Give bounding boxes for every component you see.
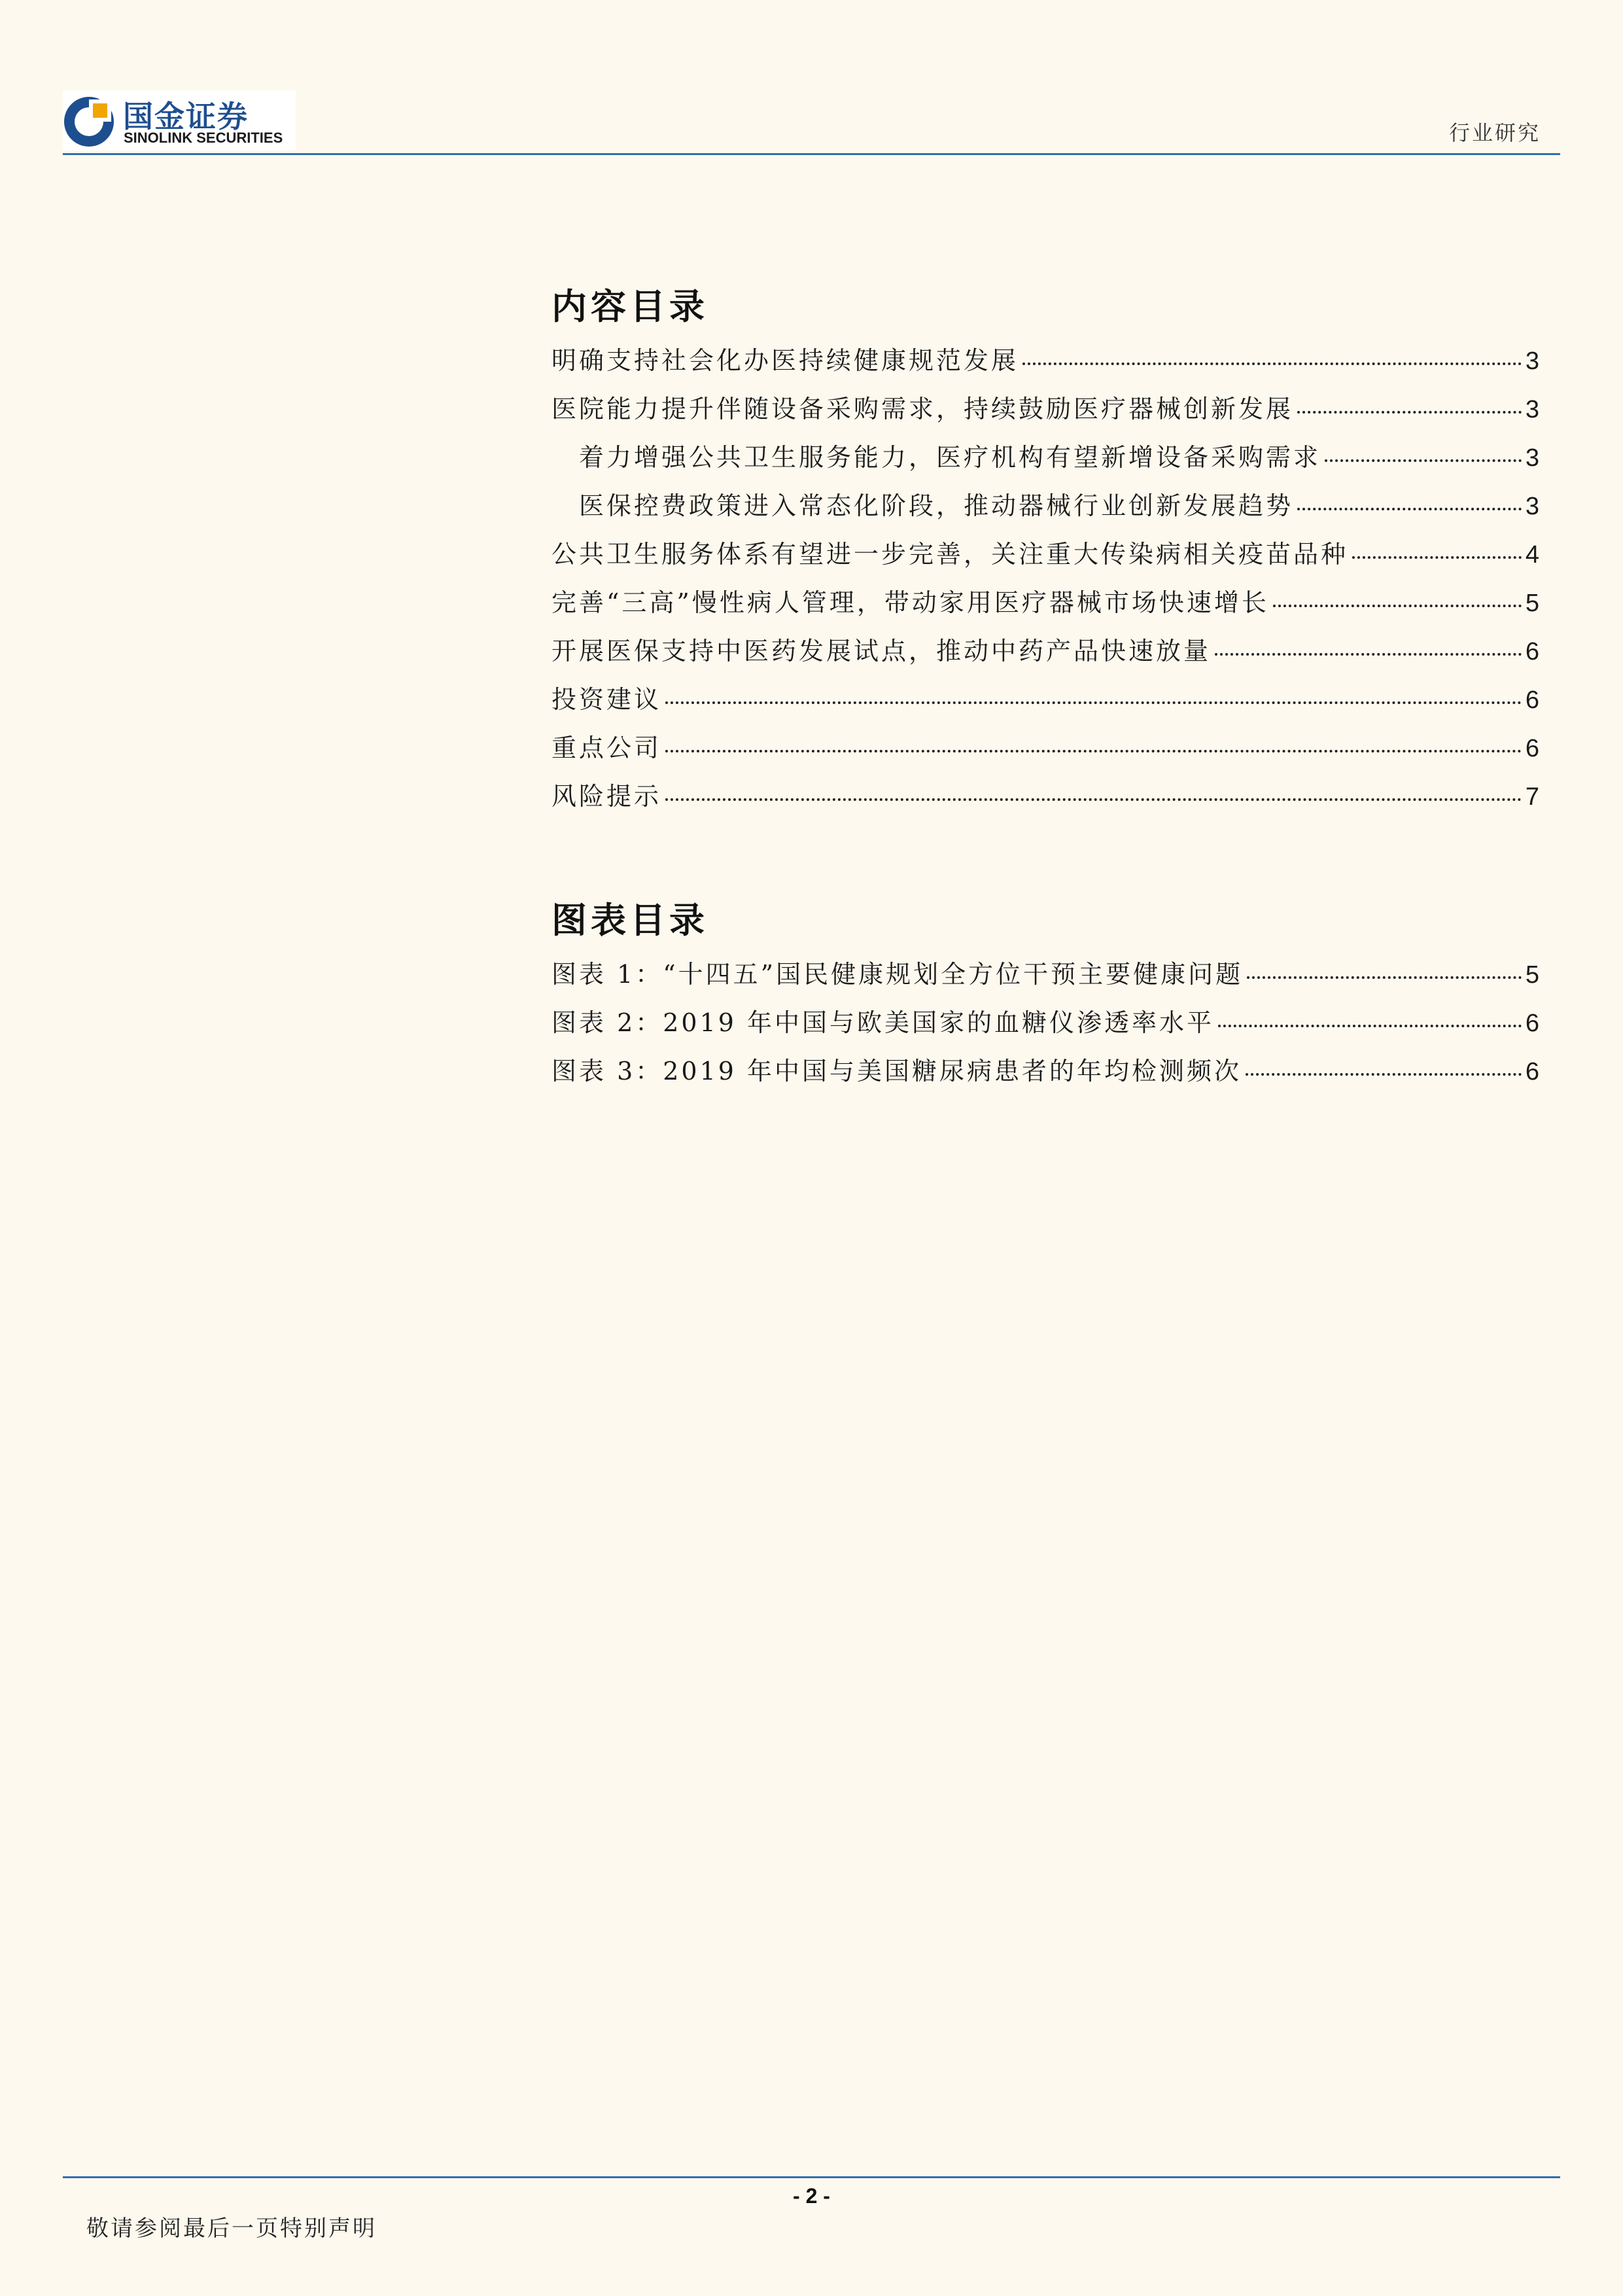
contents-entry-page: 7	[1525, 783, 1539, 811]
sinolink-logo-icon	[63, 96, 115, 148]
figures-entry[interactable]	[551, 1051, 1539, 1099]
contents-list	[551, 340, 1539, 824]
figures-entry-title: 图表 1：“十四五”国民健康规划全方位干预主要健康问题	[551, 960, 1244, 989]
contents-entry-title: 重点公司	[551, 733, 662, 762]
contents-entry-page: 6	[1525, 638, 1539, 665]
page-number: - 2 -	[793, 2184, 830, 2208]
dot-leader	[1273, 605, 1522, 607]
company-logo	[63, 90, 296, 150]
contents-entry[interactable]	[551, 486, 1539, 534]
figures-entry-page: 6	[1525, 1010, 1539, 1037]
figures-entry-title: 图表 3：2019 年中国与美国糖尿病患者的年均检测频次	[551, 1057, 1242, 1086]
contents-entry-title: 着力增强公共卫生服务能力，医疗机构有望新增设备采购需求	[579, 443, 1321, 472]
figures-entry[interactable]	[551, 954, 1539, 1002]
contents-entry[interactable]	[551, 631, 1539, 679]
dot-leader	[1246, 1073, 1522, 1076]
figures-entry-page: 5	[1525, 961, 1539, 989]
figures-entry-title: 图表 2：2019 年中国与欧美国家的血糖仪渗透率水平	[551, 1008, 1215, 1037]
report-category: 行业研究	[1448, 120, 1541, 145]
contents-entry-page: 6	[1525, 686, 1539, 714]
figures-title: 图表目录	[551, 900, 708, 941]
dot-leader	[1218, 1025, 1522, 1027]
contents-entry-title: 投资建议	[551, 685, 662, 714]
figures-entry[interactable]	[551, 1002, 1539, 1051]
dot-leader	[665, 798, 1522, 801]
contents-entry-title: 公共卫生服务体系有望进一步完善，关注重大传染病相关疫苗品种	[551, 540, 1349, 569]
contents-entry[interactable]	[551, 582, 1539, 631]
contents-entry[interactable]	[551, 679, 1539, 728]
dot-leader	[1352, 556, 1522, 559]
header-divider	[63, 153, 1560, 155]
footer-divider	[63, 2176, 1560, 2178]
dot-leader	[1297, 411, 1522, 414]
contents-entry-page: 4	[1525, 541, 1539, 569]
contents-entry[interactable]	[551, 340, 1539, 389]
contents-entry-title: 完善“三高”慢性病人管理，带动家用医疗器械市场快速增长	[551, 588, 1269, 617]
disclaimer-text: 敬请参阅最后一页特别声明	[86, 2216, 377, 2242]
dot-leader	[1215, 653, 1522, 656]
logo-english-name: SINOLINK SECURITIES	[124, 130, 283, 146]
figures-entry-page: 6	[1525, 1058, 1539, 1086]
contents-entry-page: 3	[1525, 347, 1539, 375]
contents-entry-page: 6	[1525, 735, 1539, 762]
dot-leader	[665, 701, 1522, 704]
contents-entry-title: 医保控费政策进入常态化阶段，推动器械行业创新发展趋势	[579, 491, 1294, 520]
contents-entry-title: 医院能力提升伴随设备采购需求，持续鼓励医疗器械创新发展	[551, 395, 1294, 423]
dot-leader	[1297, 508, 1522, 510]
contents-entry-title: 明确支持社会化办医持续健康规范发展	[551, 346, 1019, 375]
dot-leader	[1247, 976, 1522, 979]
dot-leader	[1022, 362, 1522, 365]
logo-chinese-name: 国金证券	[123, 99, 249, 134]
contents-entry-page: 5	[1525, 590, 1539, 617]
contents-entry[interactable]	[551, 534, 1539, 582]
contents-entry[interactable]	[551, 728, 1539, 776]
contents-entry[interactable]	[551, 776, 1539, 824]
contents-entry-title: 风险提示	[551, 782, 662, 811]
contents-entry-page: 3	[1525, 396, 1539, 423]
contents-entry-title: 开展医保支持中医药发展试点，推动中药产品快速放量	[551, 637, 1212, 665]
contents-entry[interactable]	[551, 437, 1539, 486]
dot-leader	[665, 750, 1522, 752]
contents-entry-page: 3	[1525, 444, 1539, 472]
figures-list	[551, 954, 1539, 1099]
contents-title: 内容目录	[551, 286, 708, 327]
contents-entry-page: 3	[1525, 493, 1539, 520]
contents-entry[interactable]	[551, 389, 1539, 437]
dot-leader	[1325, 459, 1522, 462]
